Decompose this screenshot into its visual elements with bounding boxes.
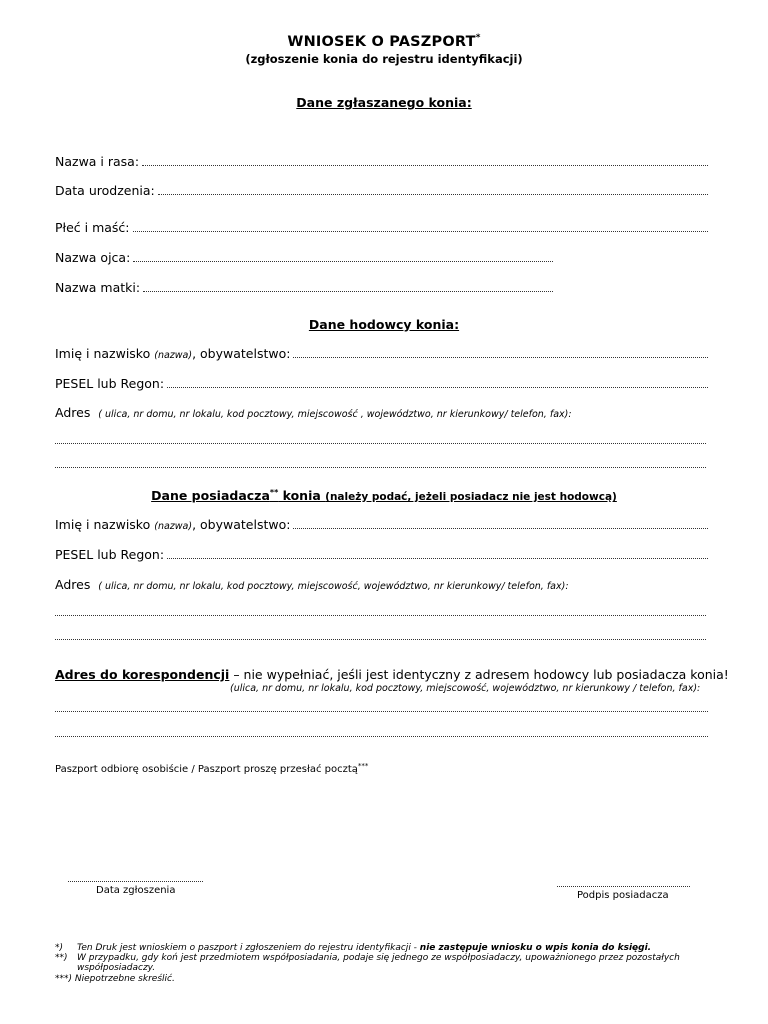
owner-pesel-label: PESEL lub Regon:	[55, 547, 165, 562]
fill-line[interactable]	[167, 548, 708, 559]
owner-name-label: Imię i nazwisko (nazwa), obywatelstwo:	[55, 517, 291, 532]
horse-birthdate-label: Data urodzenia:	[55, 183, 155, 198]
owner-address-label: Adres ( ulica, nr domu, nr lokalu, kod pocztowy, miejscowość, województwo, nr kierunkowy/ telefon, fax):	[55, 577, 569, 592]
footnote-1: *) Ten Druk jest wnioskiem o paszport i zgłoszeniem do rejestru identyfikacji - nie zastępuje wniosku o wpis konia do księgi.	[55, 943, 652, 953]
owner-section-heading: Dane posiadacza** konia (należy podać, jeżeli posiadacz nie jest hodowcą)	[151, 488, 617, 503]
form-subtitle: (zgłoszenie konia do rejestru identyfikacji)	[245, 52, 523, 66]
breeder-name-field[interactable]	[55, 346, 708, 362]
footnote-3: ***) Niepotrzebne skreślić.	[55, 974, 175, 984]
footnote-2: **) W przypadku, gdy koń jest przedmiotem współposiadania, podaje się jednego ze współposiadaczy, upoważnionego przez pozostałych	[55, 953, 680, 963]
form-title: WNIOSEK O PASZPORT*	[287, 33, 481, 50]
horse-dam-label: Nazwa matki:	[55, 280, 141, 295]
correspondence-hint: (ulica, nr domu, nr lokalu, kod pocztowy, miejscowość, województwo, nr kierunkowy / telefon, fax):	[230, 683, 701, 694]
owner-pesel-field[interactable]	[55, 547, 708, 563]
breeder-address-line-1[interactable]	[55, 442, 706, 444]
owner-address-line-1[interactable]	[55, 614, 706, 616]
fill-line[interactable]	[293, 347, 708, 358]
owner-signature-label: Podpis posiadacza	[577, 890, 669, 901]
correspondence-line-2[interactable]	[55, 735, 708, 737]
breeder-pesel-field[interactable]	[55, 376, 708, 392]
fill-line[interactable]	[167, 377, 708, 388]
breeder-pesel-label: PESEL lub Regon:	[55, 376, 165, 391]
correspondence-heading: Adres do korespondencji – nie wypełniać, jeśli jest identyczny z adresem hodowcy lub posiadacza konia!	[55, 667, 729, 682]
horse-name-breed-field[interactable]	[55, 154, 708, 170]
owner-signature-line[interactable]	[557, 885, 690, 887]
horse-birthdate-field[interactable]	[55, 183, 708, 199]
horse-section-heading: Dane zgłaszanego konia:	[296, 95, 472, 110]
owner-address-line-2[interactable]	[55, 638, 706, 640]
horse-dam-field[interactable]	[55, 280, 553, 296]
fill-line[interactable]	[133, 251, 553, 262]
breeder-address-line-2[interactable]	[55, 466, 706, 468]
date-signature-line[interactable]	[68, 880, 203, 882]
horse-sex-color-label: Płeć i maść:	[55, 220, 130, 235]
footnote-2-cont: współposiadaczy.	[77, 963, 156, 973]
owner-name-field[interactable]	[55, 517, 708, 533]
breeder-name-label: Imię i nazwisko (nazwa), obywatelstwo:	[55, 346, 291, 361]
passport-pickup-option[interactable]: Paszport odbiorę osobiście / Paszport proszę przesłać pocztą***	[55, 762, 369, 775]
breeder-section-heading: Dane hodowcy konia:	[308, 317, 460, 332]
fill-line[interactable]	[143, 281, 553, 292]
horse-name-breed-label: Nazwa i rasa:	[55, 154, 140, 169]
date-label: Data zgłoszenia	[96, 885, 176, 896]
fill-line[interactable]	[142, 155, 708, 166]
horse-sex-color-field[interactable]	[55, 220, 708, 236]
fill-line[interactable]	[158, 184, 708, 195]
horse-sire-label: Nazwa ojca:	[55, 250, 131, 265]
breeder-address-label: Adres ( ulica, nr domu, nr lokalu, kod pocztowy, miejscowość , województwo, nr kierunkowy/ telefon, fax):	[55, 405, 572, 420]
fill-line[interactable]	[133, 221, 708, 232]
correspondence-line-1[interactable]	[55, 710, 708, 712]
title-footnote-mark: *	[475, 33, 481, 43]
horse-sire-field[interactable]	[55, 250, 553, 266]
fill-line[interactable]	[293, 518, 708, 529]
